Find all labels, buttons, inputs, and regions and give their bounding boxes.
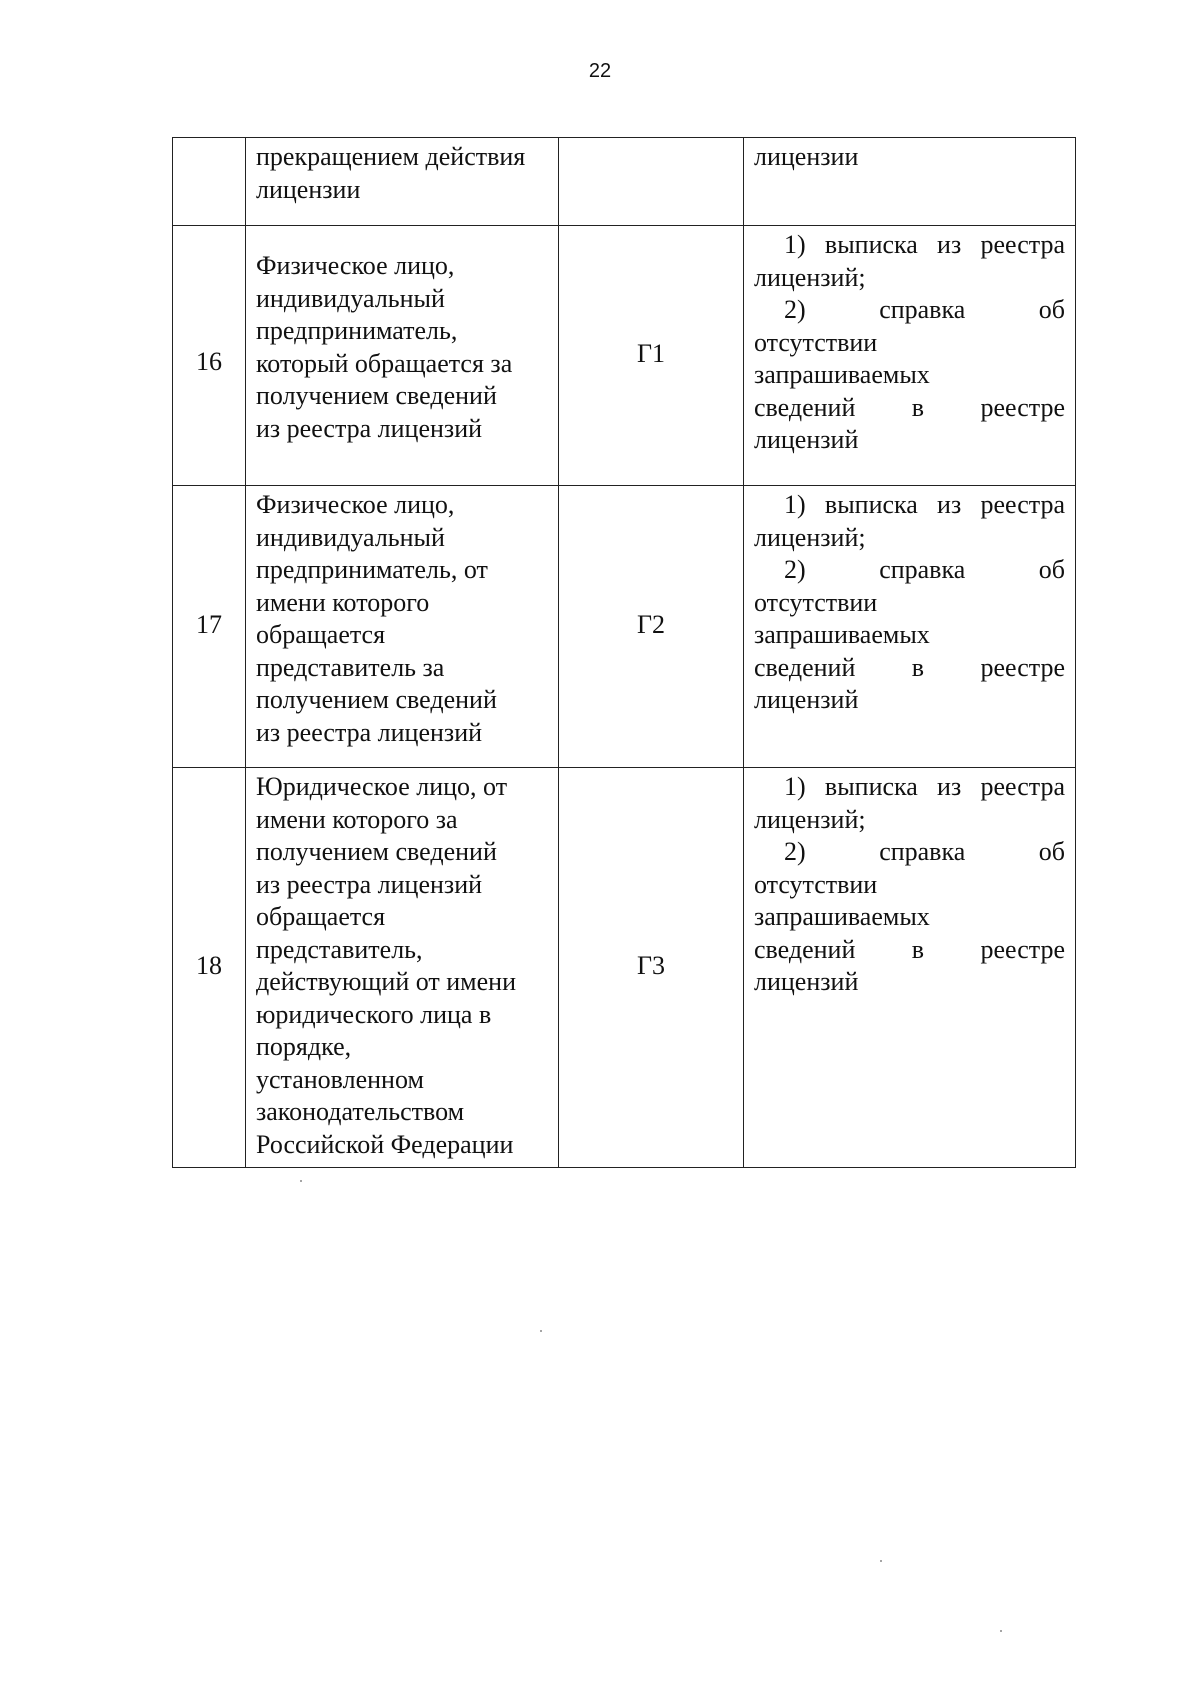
applicant-line: представитель,: [256, 934, 423, 964]
applicant-line: обращается: [256, 902, 386, 931]
applicant-cell: [246, 226, 559, 486]
applicant-line: имени которого: [256, 587, 430, 617]
scan-speck: [300, 1180, 302, 1182]
result-line: лицензий: [754, 425, 859, 454]
applicant-line: законодательством: [256, 1097, 465, 1126]
result-line: сведений в реестре: [754, 392, 1065, 422]
result-line: отсутствии: [754, 327, 878, 357]
result-cell: [744, 226, 1076, 486]
applicant-line: получением сведений: [256, 381, 497, 410]
table-row: [173, 226, 1076, 486]
table-row: [173, 768, 1076, 1168]
applicant-line: из реестра лицензий: [256, 413, 483, 443]
result-line: отсутствии: [754, 869, 878, 899]
applicant-cell: [246, 768, 559, 1168]
applicant-line: порядке,: [256, 1032, 352, 1061]
variant-code-cell: [559, 138, 744, 226]
licensing-table: [172, 137, 1076, 1168]
result-line: сведений в реестре: [754, 934, 1065, 964]
result-line: 1) выписка из реестра: [784, 230, 1065, 259]
applicant-line: получением сведений: [256, 685, 497, 714]
result-line: лицензий;: [754, 262, 866, 292]
result-line: лицензии: [754, 142, 859, 171]
result-line: 2) справка об: [784, 295, 1065, 324]
result-line: запрашиваемых: [754, 360, 930, 389]
applicant-line: обращается: [256, 620, 386, 649]
row-number-cell: 17: [173, 486, 246, 768]
result-line: запрашиваемых: [754, 902, 930, 931]
result-line: 2) справка об: [784, 555, 1065, 584]
applicant-line: установленном: [256, 1064, 424, 1094]
row-number-cell: 16: [173, 226, 246, 486]
result-line: 2) справка об: [784, 837, 1065, 866]
result-cell: [744, 486, 1076, 768]
applicant-line: предприниматель,: [256, 316, 458, 345]
result-line: лицензий;: [754, 522, 866, 552]
applicant-line: Физическое лицо,: [256, 251, 455, 280]
page-number: 22: [588, 60, 612, 82]
applicant-line: предприниматель, от: [256, 555, 488, 584]
applicant-line: представитель за: [256, 652, 445, 682]
table-row: [173, 138, 1076, 226]
applicant-cell: [246, 138, 559, 226]
applicant-line: индивидуальный: [256, 522, 445, 552]
table-row: [173, 486, 1076, 768]
row-number-cell: 18: [173, 768, 246, 1168]
applicant-line: из реестра лицензий: [256, 869, 483, 899]
variant-code-cell: Г2: [559, 486, 744, 768]
variant-code-cell: Г1: [559, 226, 744, 486]
applicant-line: имени которого за: [256, 804, 458, 834]
applicant-line: индивидуальный: [256, 283, 445, 313]
applicant-line: Физическое лицо,: [256, 490, 455, 519]
applicant-line: из реестра лицензий: [256, 717, 483, 747]
result-line: лицензий: [754, 967, 859, 996]
row-number-cell: [173, 138, 246, 226]
result-line: отсутствии: [754, 587, 878, 617]
scan-speck: [1000, 1630, 1002, 1632]
result-line: сведений в реестре: [754, 652, 1065, 682]
applicant-line: прекращением действия: [256, 142, 526, 171]
table-body: [173, 138, 1076, 1168]
applicant-line: получением сведений: [256, 837, 497, 866]
result-line: лицензий;: [754, 804, 866, 834]
applicant-line: Юридическое лицо, от: [256, 772, 508, 801]
applicant-line: действующий от имени: [256, 967, 516, 996]
applicant-line: юридического лица в: [256, 999, 492, 1029]
result-line: 1) выписка из реестра: [784, 772, 1065, 801]
applicant-line: который обращается за: [256, 348, 513, 378]
scan-speck: [880, 1560, 882, 1562]
applicant-line: лицензии: [256, 174, 361, 204]
applicant-cell: [246, 486, 559, 768]
variant-code-cell: Г3: [559, 768, 744, 1168]
result-cell: [744, 768, 1076, 1168]
result-line: лицензий: [754, 685, 859, 714]
result-line: 1) выписка из реестра: [784, 490, 1065, 519]
result-cell: [744, 138, 1076, 226]
scan-speck: [540, 1330, 542, 1332]
applicant-line: Российской Федерации: [256, 1129, 514, 1159]
result-line: запрашиваемых: [754, 620, 930, 649]
